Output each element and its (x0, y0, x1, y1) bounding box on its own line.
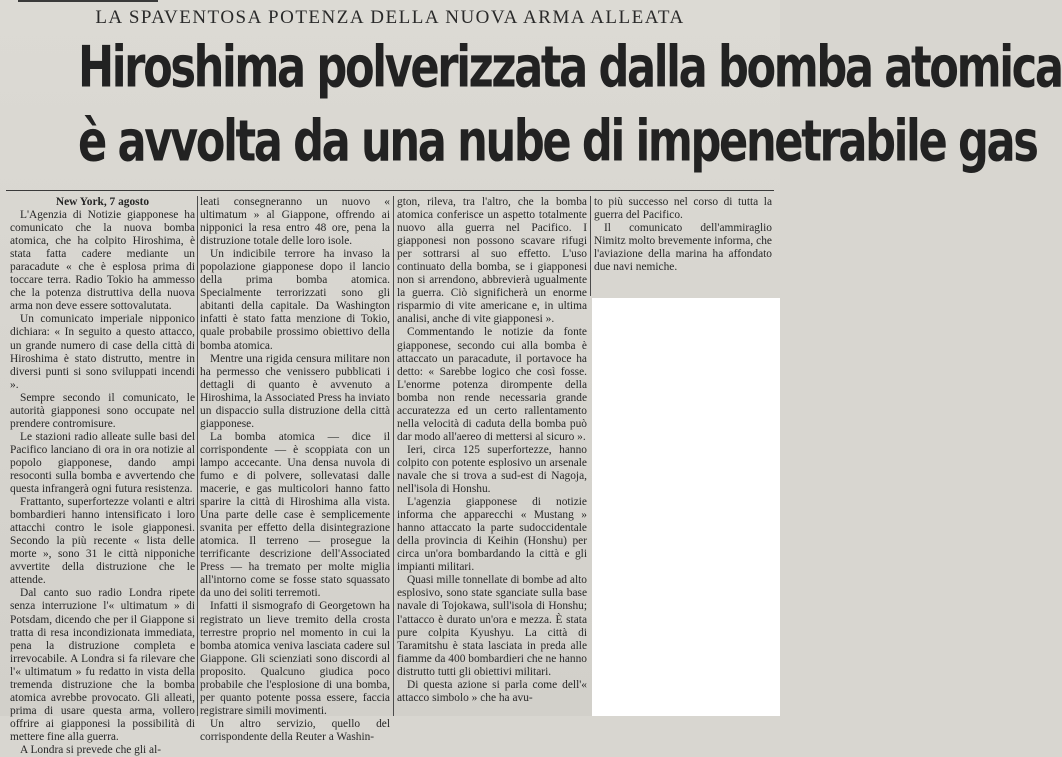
top-rule (18, 0, 158, 2)
column-divider-2 (393, 196, 394, 716)
article-column-1 (10, 196, 195, 756)
article-column-4 (594, 196, 772, 296)
paragraph: Frattanto, superfortezze volanti e altri bombardieri hanno intensificato i loro attacchi contro le isole giapponesi. Secondo la più recente « lista delle morte », sono 31 le città nipponiche avvertite della distruzione che le attende. (10, 496, 195, 587)
paragraph: L'Agenzia di Notizie giapponese ha comunicato che la nuova bomba atomica, che ha colpito Hiroshima, è stata fatta cadere mediante un paracadute « che è esplosa prima di toccare terra. Radio Tokio ha ammesso che la potenza distruttiva della nuova arma non deve essere sottovalutata. (10, 209, 195, 313)
headline-line-1: Hiroshima polverizzata dalla bomba atomica (78, 34, 1062, 101)
paragraph: gton, rileva, tra l'altro, che la bomba atomica conferisce un aspetto totalmente nuovo alla guerra nel Pacifico. I giapponesi non possono scavare rifugi per sottrarsi al suo effetto. L'uso continuato della bomba, se i giapponesi non si arrendono, abbrevierà ugualmente la guerra. Ciò significherà un enorme risparmio di vite americane e, in ultima analisi, anche di vite giapponesi ». (397, 196, 587, 326)
paragraph: Un altro servizio, quello del corrispondente della Reuter a Washin- (200, 717, 390, 743)
headline-rule (6, 190, 774, 191)
blank-area (592, 298, 780, 716)
paragraph: La bomba atomica — dice il corrispondente — è scoppiata con un lampo accecante. Una densa nuvola di fumo e di polvere, sollevatasi dalle macerie, e gas multicolori hanno fatto sparire la città di Hiroshima alla vista. Una parte delle case è semplicemente svanita per effetto della disintegrazione atomica. Il terreno — prosegue la terrificante descrizione dell'Associated Press — ha tremato per molte miglia all'intorno come se fosse stato squassato da uno dei soliti terremoti. (200, 430, 390, 600)
column-divider-3 (590, 196, 591, 296)
paragraph: Un comunicato imperiale nipponico dichiara: « In seguito a questo attacco, un grande numero di case della città di Hiroshima è stato distrutto, mentre in diversi punti si sono sviluppati incendi ». (10, 313, 195, 391)
paragraph: Di questa azione si parla come dell'« attacco simbolo » che ha avu- (397, 678, 587, 704)
article-column-2 (200, 196, 390, 743)
kicker-headline: LA SPAVENTOSA POTENZA DELLA NUOVA ARMA ALLEATA (95, 7, 685, 28)
dateline: New York, 7 agosto (55, 196, 150, 208)
paragraph: Quasi mille tonnellate di bombe ad alto esplosivo, sono state sganciate sulla base navale di Tojokawa, sull'isola di Honshu; l'attacco è durato un'ora e mezza. È stata pure colpita Kyushyu. La città di Taramitshu è stata lasciata in preda alle fiamme da 400 bombardieri che ne hanno distrutto tutti gli obiettivi militari. (397, 574, 587, 678)
article-column-3 (397, 196, 587, 716)
paragraph: Le stazioni radio alleate sulle basi del Pacifico lanciano di ora in ora notizie al popolo giapponese, dando ampi resoconti sulla bomba e avvertendo che questa infrangerà ogni futura resistenza. (10, 430, 195, 496)
column-divider-1 (197, 196, 198, 716)
paragraph: leati consegneranno un nuovo « ultimatum » al Giappone, offrendo ai nipponici la resa entro 48 ore, pena la distruzione totale delle loro isole. (200, 196, 390, 248)
paragraph: L'agenzia giapponese di notizie informa che apparecchi « Mustang » hanno attaccato la parte sudoccidentale della provincia di Keihin (Honshu) per circa un'ora bombardando la città e gli impianti militari. (397, 496, 587, 574)
paragraph: A Londra si prevede che gli al- (20, 743, 162, 756)
paragraph: Ieri, circa 125 superfortezze, hanno colpito con potente esplosivo un arsenale navale che si trova a sud-est di Nagoja, nell'isola di Honshu. (397, 443, 587, 496)
paragraph: Un indicibile terrore ha invaso la popolazione giapponese dopo il lancio della prima bomba atomica. Specialmente terrorizzati sono gli abitanti della capitale. Da Washington infatti è stato fatta menzione di Tokio, quale probabile prossimo obiettivo della bomba atomica. (200, 248, 390, 352)
paragraph: Mentre una rigida censura militare non ha permesso che venissero pubblicati i dettagli di quanto è avvenuto a Hiroshima, la Associated Press ha inviato un dispaccio sulla distruzione della città giapponese. (200, 352, 390, 430)
paragraph: Commentando le notizie da fonte giapponese, secondo cui alla bomba è attaccato un paracadute, il portavoce ha detto: « Sarebbe logico che così fosse. L'enorme potenza dirompente della bomba non rende necessaria grande accuratezza ed un certo rallentamento nella velocità di caduta della bomba può dar modo all'aereo di mettersi al sicuro ». (397, 326, 587, 443)
paragraph: Infatti il sismografo di Georgetown ha registrato un lieve tremito della crosta terrestre proprio nel momento in cui la bomba atomica veniva lasciata cadere sul Giappone. Gli scienziati sono discordi al proposito. Qualcuno giudica poco probabile che l'esplosione di una bomba, per quanto potente possa essere, faccia registrare simili movimenti. (200, 600, 390, 717)
paragraph: Sempre secondo il comunicato, le autorità giapponesi sono occupate nel prendere contromisure. (10, 391, 195, 430)
paragraph: Il comunicato dell'ammiraglio Nimitz molto brevemente informa, che l'aviazione della marina ha affondato due navi nemiche. (594, 222, 772, 274)
headline-line-2: è avvolta da una nube di impenetrabile gas (78, 108, 1037, 175)
paragraph: Dal canto suo radio Londra ripete senza interruzione l'« ultimatum » di Potsdam, dicendo che per il Giappone si tratta di resa incondizionata immediata, pena la distruzione completa e irrevocabile. A Londra si fa rilevare che l'« ultimatum » fu redatto in vista della tremenda distruzione che la bomba atomica avrebbe provocato. Gli alleati, prima di usare questa arma, vollero offrire ai giapponesi la possibilità di mettere fine alla guerra. (10, 587, 195, 743)
paragraph: to più successo nel corso di tutta la guerra del Pacifico. (594, 196, 772, 222)
